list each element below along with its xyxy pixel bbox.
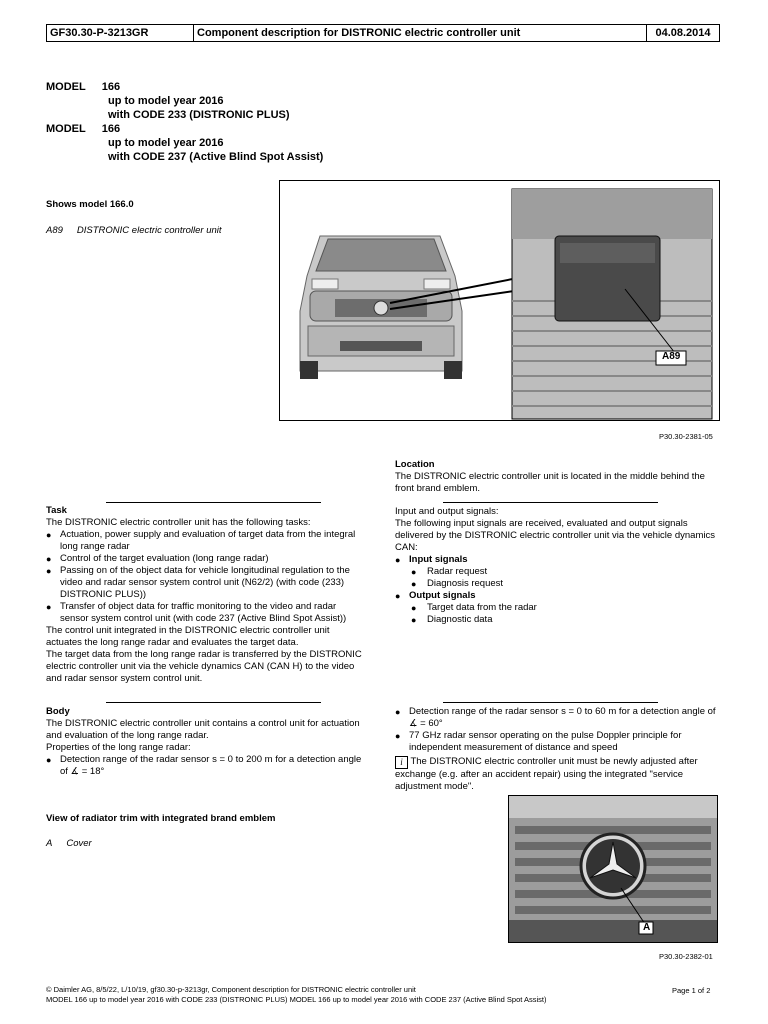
- task-list: [46, 529, 366, 625]
- model-label: MODEL: [46, 123, 86, 135]
- figure2-title: View of radiator trim with integrated brand emblem: [46, 813, 276, 824]
- list-item: ● Control of the target evaluation (long range radar): [46, 553, 366, 565]
- io-section: [395, 506, 725, 626]
- task-section: [46, 505, 366, 685]
- io-list: [395, 590, 725, 602]
- legend-code: A: [46, 838, 53, 849]
- legend-text: DISTRONIC electric controller unit: [76, 225, 222, 236]
- figure2-image: [508, 795, 718, 943]
- note-text: The DISTRONIC electric controller unit must be newly adjusted after exchange (e.g. after an accident repair) using the integrated "service adjustment mode".: [395, 756, 698, 792]
- task-paragraph: The target data from the long range radar is transferred by the DISTRONIC electric controller unit via the vehicle dynamics CAN (CAN H) to the video and radar sensor system control unit.: [46, 649, 362, 684]
- task-intro: The DISTRONIC electric controller unit has the following tasks:: [46, 517, 311, 528]
- figure2-ref: P30.30-2382-01: [659, 952, 713, 961]
- figure1-image: [279, 180, 720, 421]
- figure1-legend: [46, 225, 222, 237]
- list-item: ● Detection range of the radar sensor s = 0 to 200 m for a detection angle of ∡ = 18°: [46, 754, 366, 778]
- io-intro: The following input signals are received, evaluated and output signals delivered by the DISTRONIC electric controller unit via the vehicle dynamics CAN:: [395, 518, 715, 553]
- doc-title: Component description for DISTRONIC electric controller unit: [194, 25, 647, 41]
- task-heading: Task: [46, 505, 67, 516]
- doc-id: GF30.30-P-3213GR: [47, 25, 194, 41]
- footer-copyright: © Daimler AG, 8/5/22, L/10/19, gf30.30-p-3213gr, Component description for DISTRONIC electric controller unit: [46, 985, 416, 994]
- list-item: ● Transfer of object data for traffic monitoring to the video and radar sensor system control unit (with code 237 (Active Blind Spot Assist)): [46, 601, 366, 625]
- list-item: ● Target data from the radar: [395, 602, 725, 614]
- list-item: ● Passing on of the object data for vehicle longitudinal regulation to the video and radar sensor system control unit (N62/2) (with code (233) DISTRONIC PLUS)): [46, 565, 366, 601]
- page-number: Page 1 of 2: [672, 986, 711, 995]
- model-number: 166: [101, 81, 121, 93]
- list-item: ● Radar request: [395, 566, 725, 578]
- model-number: 166: [101, 123, 121, 135]
- divider: [106, 702, 321, 703]
- properties-list: [395, 706, 725, 754]
- output-signals-heading: ● Output signals: [395, 590, 725, 602]
- body-text: Properties of the long range radar:: [46, 742, 191, 753]
- divider: [443, 502, 658, 503]
- io-list: [395, 554, 725, 566]
- body-heading: Body: [46, 706, 70, 717]
- list-item: ● 77 GHz radar sensor operating on the pulse Doppler principle for independent measurement of distance and speed: [395, 730, 725, 754]
- car-front-illustration: [280, 181, 719, 420]
- location-section: [395, 459, 725, 495]
- footer: [46, 985, 646, 1005]
- properties-section: [395, 706, 725, 793]
- model-label: MODEL: [46, 81, 86, 93]
- legend-code: A89: [46, 225, 63, 236]
- divider: [106, 502, 321, 503]
- callout-a89: A89: [662, 351, 681, 362]
- input-signals-heading: ● Input signals: [395, 554, 725, 566]
- figure1-ref: P30.30-2381-05: [659, 432, 713, 441]
- task-paragraph: The control unit integrated in the DISTRONIC electric controller unit actuates the long range radar and evaluates the target data.: [46, 625, 330, 648]
- model-code: with CODE 237 (Active Blind Spot Assist): [108, 151, 324, 163]
- body-section: [46, 706, 366, 778]
- list-item: ● Detection range of the radar sensor s = 0 to 60 m for a detection angle of ∡ = 60°: [395, 706, 725, 730]
- location-heading: Location: [395, 459, 435, 470]
- output-signals-list: [395, 602, 725, 626]
- input-signals-list: [395, 566, 725, 590]
- body-list: [46, 754, 366, 778]
- list-item: ● Actuation, power supply and evaluation of target data from the integral long range radar: [46, 529, 366, 553]
- footer-models: MODEL 166 up to model year 2016 with CODE 233 (DISTRONIC PLUS) MODEL 166 up to model year 2016 with CODE 237 (Active Blind Spot Assist): [46, 995, 547, 1004]
- note: [395, 756, 725, 793]
- io-heading: Input and output signals:: [395, 506, 499, 517]
- figure1-shows: Shows model 166.0: [46, 199, 134, 210]
- model-block: [46, 80, 323, 164]
- divider: [443, 702, 658, 703]
- info-icon: i: [395, 756, 408, 769]
- body-text: The DISTRONIC electric controller unit contains a control unit for actuation and evaluation of the long range radar.: [46, 718, 360, 741]
- model-code: with CODE 233 (DISTRONIC PLUS): [108, 109, 290, 121]
- location-text: The DISTRONIC electric controller unit is located in the middle behind the front brand emblem.: [395, 471, 705, 494]
- model-year: up to model year 2016: [108, 95, 224, 107]
- figure2-legend: [46, 838, 92, 850]
- document-header: [46, 24, 720, 42]
- legend-text: Cover: [66, 838, 92, 849]
- radiator-grille-illustration: [509, 796, 717, 942]
- list-item: ● Diagnostic data: [395, 614, 725, 626]
- list-item: ● Diagnosis request: [395, 578, 725, 590]
- model-year: up to model year 2016: [108, 137, 224, 149]
- callout-a: A: [643, 922, 651, 933]
- doc-date: 04.08.2014: [655, 27, 711, 39]
